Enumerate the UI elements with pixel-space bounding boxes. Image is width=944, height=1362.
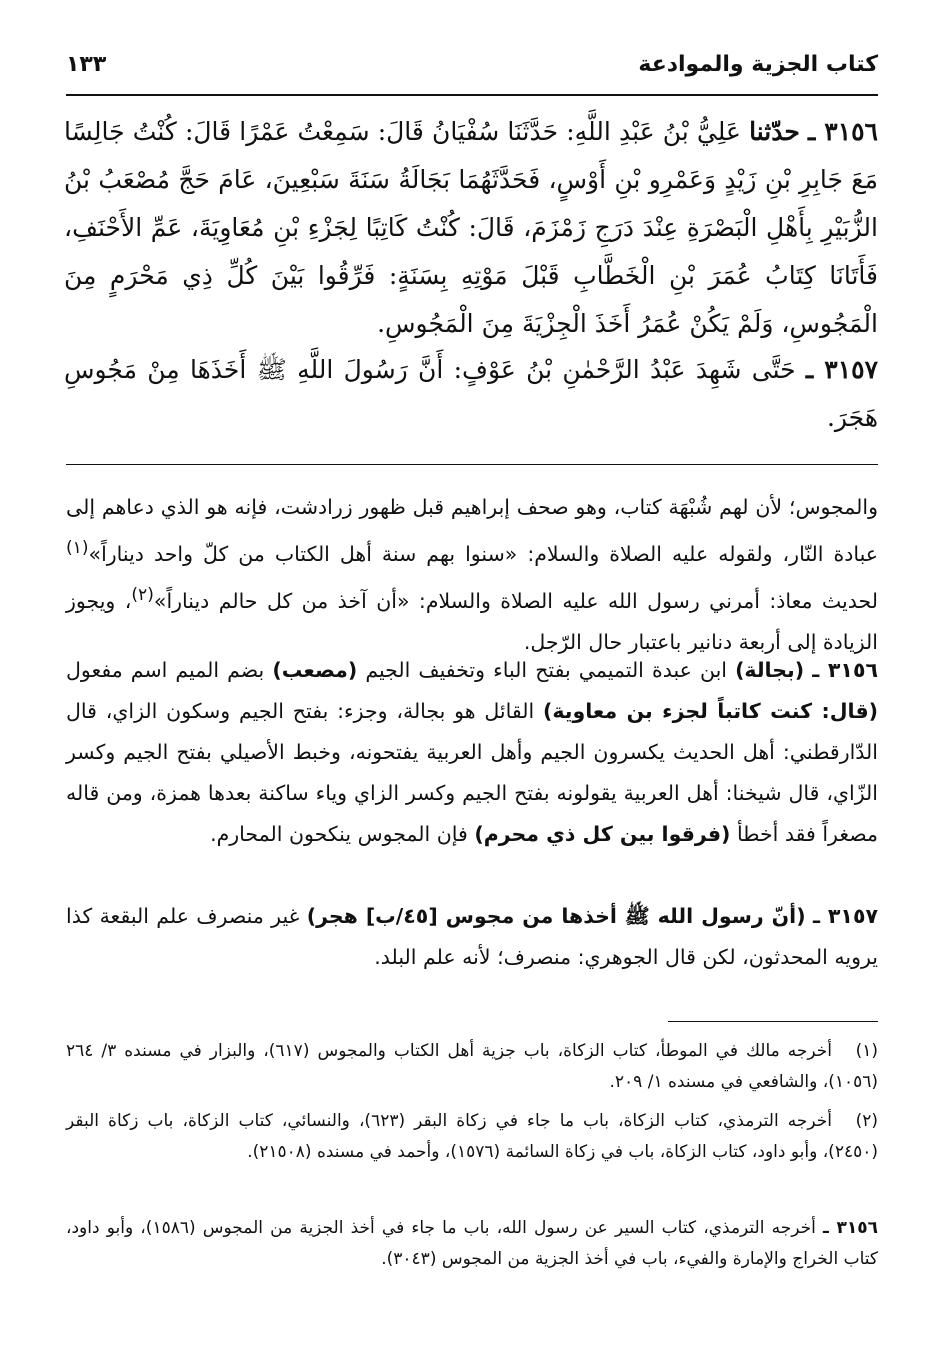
lemma: (أنّ رسول الله ﷺ أخذها من مجوس [٤٥/ب] هجر) [306,904,806,928]
commentary-number: ٣١٥٦ ـ [812,658,878,682]
isnad-start: حدّثنا [749,117,800,146]
footnote-ref: (١) [66,538,89,558]
hadith-number: ٣١٥٧ ـ [805,355,879,384]
hadith-number: ٣١٥٦ ـ [808,117,878,146]
commentary-text: والمجوس؛ لأن لهم شُبْهَة كتاب، وهو صحف إبراهيم قبل ظهور زرادشت، فإنه هو الذي دعاهم إلى عبادة النّار، ولقوله عليه الصلاة والسلام: «سنوا بهم سنة أهل الكتاب من كلّ واحد ديناراً» [66,495,878,566]
footnote-text: أخرجه الترمذي، كتاب السير عن رسول الله، باب ما جاء في أخذ الجزية من المجوس (١٥٨٦)، وأبو داود، كتاب الخراج والإمارة والفيء، باب في أخذ الجزية من المجوس (٣٠٤٣). [66,1218,878,1269]
lemma: (بجالة) [735,658,805,682]
footnote-2 [66,1106,878,1168]
hadith-3157 [64,346,878,442]
page-number: ١٣٣ [66,52,107,77]
footnote-1 [66,1036,878,1098]
footnote-ref: (٢) [131,584,154,605]
hadith-text: عَلِيُّ بْنُ عَبْدِ اللَّهِ: حَدَّثَنَا سُفْيَانُ قَالَ: سَمِعْتُ عَمْرًا قَالَ: كُنْتُ جَالِسًا مَعَ جَابِرِ بْنِ زَيْدٍ وَعَمْرِو بْنِ أَوْسٍ، فَحَدَّثَهُمَا بَجَالَةُ سَنَةَ سَبْعِينَ، عَامَ حَجَّ مُصْعَبُ بْنُ الزُّبَيْرِ بِأَهْلِ الْبَصْرَةِ عِنْدَ دَرَجِ زَمْزَمَ، قَالَ: كُنْتُ كَاتِبًا لِجَزْءِ بْنِ مُعَاوِيَةَ، عَمِّ الأَحْنَفِ، فَأَتَانَا كِتَابُ عُمَرَ بْنِ الْخَطَّابِ قَبْلَ مَوْتِهِ بِسَنَةٍ: فَرِّقُوا بَيْنَ كُلِّ ذِي مَحْرَمٍ مِنَ الْمَجُوسِ، وَلَمْ يَكُنْ عُمَرُ أَخَذَ الْجِزْيَةَ مِنَ الْمَجُوسِ. [64,117,878,338]
hadith-3156 [64,108,878,348]
lemma: (فرقوا بين كل ذي محرم) [474,822,731,846]
chapter-title: كتاب الجزية والموادعة [638,52,878,77]
footnote-text: أخرجه مالك في الموطأ، كتاب الزكاة، باب جزية أهل الكتاب والمجوس (٦١٧)، والبزار في مسنده ٣/ ٢٦٤ (١٠٥٦)، والشافعي في مسنده ١/ ٢٠٩. [66,1041,878,1092]
running-header [66,48,878,90]
header-rule [66,94,878,96]
footnote-3156 [66,1213,878,1275]
commentary-text: غير منصرف علم البقعة كذا يرويه المحدثون، لكن قال الجوهري: منصرف؛ لأنه علم البلد. [66,904,878,969]
footnote-mark: (١) [855,1041,878,1061]
commentary-text: لحديث معاذ: أمرني رسول الله عليه الصلاة والسلام: «أن آخذ من كل حالم ديناراً» [153,588,878,613]
commentary-text: ابن عبدة التميمي بفتح الباء وتخفيف الجيم [357,658,736,682]
footnote-text: أخرجه الترمذي، كتاب الزكاة، باب ما جاء في زكاة البقر (٦٢٣)، والنسائي، كتاب الزكاة، باب زكاة البقر (٢٤٥٠)، وأبو داود، كتاب الزكاة، باب في زكاة السائمة (١٥٧٦)، وأحمد في مسنده (٢١٥٠٨). [66,1111,878,1162]
lemma: (مصعب) [272,658,358,682]
commentary-number: ٣١٥٧ ـ [812,904,878,928]
commentary-text: القائل هو بجالة، وجزء: بفتح الجيم وسكون الزاي، قال الدّارقطني: أهل الحديث يكسرون الجيم وأهل العربية يفتحونه، وخبط الأصيلي بفتح الجيم وكسر الزّاي، قال شيخنا: أهل العربية يقولونه بفتح الجيم وكسر الزاي وياء ساكنة بعدها همزة، ومن قاله مصغراً فقد أخطأ [66,699,878,846]
commentary-intro [66,487,878,663]
commentary-text: بضم الميم اسم مفعول [66,658,273,682]
lemma: (قال: كنت كاتباً لجزء بن معاوية) [542,699,878,723]
commentary-3156 [66,650,878,855]
footnote-mark: ٣١٥٦ ـ [823,1218,879,1238]
commentary-3157 [66,896,878,978]
footnote-mark: (٢) [855,1111,878,1131]
commentary-text: ، ويجوز الزيادة إلى أربعة دنانير باعتبار حال الرّجل. [66,588,878,654]
footnote-rule [668,1021,878,1022]
text-commentary-separator [66,464,878,465]
commentary-text: فإن المجوس ينكحون المحارم. [210,822,475,846]
hadith-text: حَتَّى شَهِدَ عَبْدُ الرَّحْمٰنِ بْنُ عَوْفٍ: أَنَّ رَسُولَ اللَّهِ ﷺ أَخَذَهَا مِنْ مَجُوسِ هَجَرَ. [64,355,878,432]
